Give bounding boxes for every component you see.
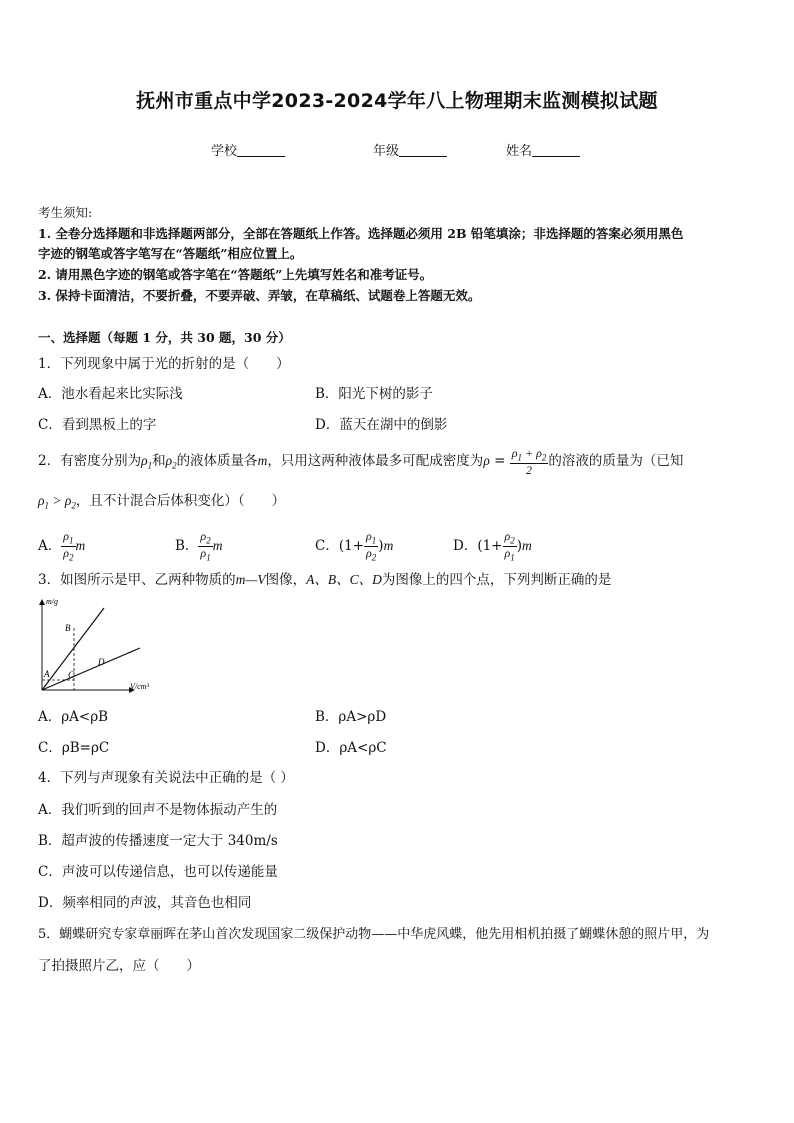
- school-field: 学校: [211, 140, 285, 159]
- grade-blank[interactable]: [399, 143, 447, 157]
- q2-stem-line-1: 2．有密度分别为$\rho_1$和$\rho_2$的液体质量各m，只用这两种液体最多可配成密度为ρ = $\frac{\rho_1 + \rho_2}{2}$ 的溶液的质量为（已知: [38, 445, 684, 477]
- q2-stem-line-2: $\rho_1 > \rho_2$，且不计混合后体积变化）（ ）: [38, 493, 286, 511]
- q3-option-a[interactable]: A．ρA<ρB: [38, 709, 109, 725]
- q3-option-c[interactable]: C．ρB=ρC: [38, 740, 110, 756]
- q3-stem: 3．如图所示是甲、乙两种物质的m—V图像，A、B、C、D为图像上的四个点，下列判断正确的是: [38, 572, 612, 588]
- name-blank[interactable]: [532, 143, 580, 157]
- notice-line-1a: 1. 全卷分选择题和非选择题两部分，全部在答题纸上作答。选择题必须用 2B 铅笔填涂；非选择题的答案必须用黑色: [38, 226, 684, 241]
- q2-option-c[interactable]: C．(1+ $\frac{\rho_1}{\rho_2}$ )m: [315, 529, 394, 563]
- q2-option-a[interactable]: A． $\frac{\rho_1}{\rho_2}$ m: [38, 529, 86, 563]
- q2-option-b[interactable]: B． $\frac{\rho_2}{\rho_1}$ m: [175, 529, 223, 563]
- point-d-label: D: [98, 657, 105, 667]
- graph-ylabel: m/g: [46, 598, 58, 606]
- notice-line-2: 2. 请用黑色字迹的钢笔或答字笔在“答题纸”上先填写姓名和准考证号。: [38, 267, 433, 282]
- mix-density-fraction: $\frac{\rho_1 + \rho_2}{2}$: [511, 445, 547, 477]
- q2-option-d[interactable]: D．(1+ $\frac{\rho_2}{\rho_1}$ )m: [453, 529, 532, 563]
- q1-stem: 1．下列现象中属于光的折射的是（ ）: [38, 356, 290, 372]
- line-yi: [42, 648, 140, 690]
- rho1-symbol: $\rho_1$: [141, 453, 153, 471]
- q1-option-d[interactable]: D．蓝天在湖中的倒影: [315, 417, 448, 433]
- q4-option-a[interactable]: A．我们听到的回声不是物体振动产生的: [38, 802, 278, 818]
- name-field: 姓名: [506, 140, 580, 159]
- q1-option-c[interactable]: C．看到黑板上的字: [38, 417, 157, 433]
- point-a-label: A: [44, 669, 50, 679]
- notice-line-3: 3. 保持卡面清洁，不要折叠，不要弄破、弄皱，在草稿纸、试题卷上答题无效。: [38, 288, 481, 303]
- exam-title: 抚州市重点中学2023-2024学年八上物理期末监测模拟试题: [136, 90, 658, 112]
- school-blank[interactable]: [237, 143, 285, 157]
- q5-stem-line-1: 5．蝴蝶研究专家章丽晖在茅山首次发现国家二级保护动物——中华虎风蝶，他先用相机拍摄了蝴蝶休憩的照片甲，为: [38, 927, 710, 942]
- point-b-label: B: [65, 623, 71, 633]
- notice-line-1b: 字迹的钢笔或答字笔写在“答题纸”相应位置上。: [38, 246, 303, 261]
- q1-option-a[interactable]: A．池水看起来比实际浅: [38, 386, 183, 402]
- mass-symbol: m: [257, 453, 268, 468]
- q3-option-d[interactable]: D．ρA<ρC: [315, 740, 387, 756]
- q4-option-c[interactable]: C．声波可以传递信息，也可以传递能量: [38, 864, 278, 880]
- graph-xlabel: V/cm³: [130, 682, 149, 691]
- q4-stem: 4．下列与声现象有关说法中正确的是（ ）: [38, 770, 294, 786]
- rho2-symbol: $\rho_2$: [165, 453, 177, 471]
- m-v-graph: [36, 598, 166, 698]
- point-c-label: C: [68, 670, 75, 680]
- rho-symbol: ρ: [483, 453, 490, 468]
- q4-option-d[interactable]: D．频率相同的声波，其音色也相同: [38, 895, 252, 911]
- q4-option-b[interactable]: B．超声波的传播速度一定大于 340m/s: [38, 833, 278, 849]
- q3-option-b[interactable]: B．ρA>ρD: [315, 709, 387, 725]
- q1-option-b[interactable]: B．阳光下树的影子: [315, 386, 433, 402]
- q5-stem-line-2: 了拍摄照片乙，应（ ）: [38, 958, 200, 974]
- section-heading: 一、选择题（每题 1 分，共 30 题，30 分）: [38, 330, 291, 345]
- rho-inequality: $\rho_1 > \rho_2$: [38, 493, 76, 511]
- notice-heading: 考生须知:: [38, 205, 93, 220]
- grade-field: 年级: [373, 140, 447, 159]
